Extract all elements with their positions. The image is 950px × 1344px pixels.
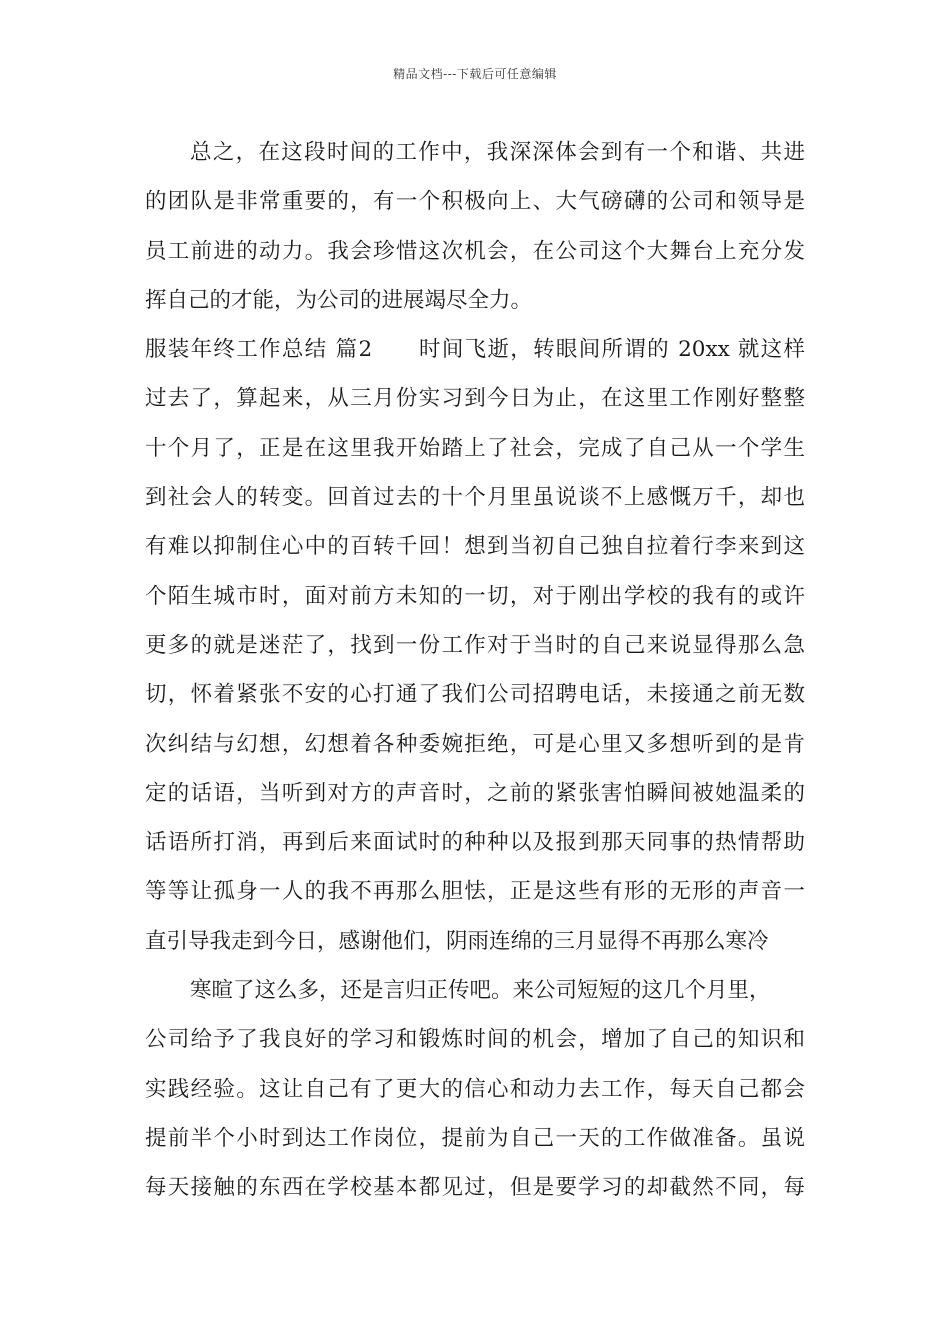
text-line: 直引导我走到今日，感谢他们，阴雨连绵的三月显得不再那么寒冷 bbox=[145, 928, 769, 954]
text-line: 总之，在这段时间的工作中，我深深体会到有一个和谐、共进 bbox=[190, 140, 805, 165]
text-line: 实践经验。这让自己有了更大的信心和动力去工作，每天自己都会 bbox=[145, 1076, 805, 1102]
text-line: 定的话语，当听到对方的声音时，之前的紧张害怕瞬间被她温柔的 bbox=[145, 780, 805, 806]
text-line: 十个月了，正是在这里我开始踏上了社会，完成了自己从一个学生 bbox=[145, 435, 805, 461]
text-line: 切，怀着紧张不安的心打通了我们公司招聘电话，未接通之前无数 bbox=[145, 682, 805, 708]
document-body bbox=[145, 128, 805, 1213]
page-header: 精品文档---下载后可任意编辑 bbox=[393, 67, 557, 81]
text-line: 员工前进的动力。我会珍惜这次机会，在公司这个大舞台上充分发 bbox=[145, 238, 805, 264]
text-line: 寒暄了这么多，还是言归正传吧。来公司短短的这几个月里， bbox=[190, 978, 771, 1004]
text-line: 的团队是非常重要的，有一个积极向上、大气磅礴的公司和领导是 bbox=[145, 189, 805, 215]
text-line: 话语所打消，再到后来面试时的种种以及报到那天同事的热情帮助 bbox=[145, 830, 805, 856]
text-line: 挥自己的才能，为公司的进展竭尽全力。 bbox=[145, 287, 533, 313]
text-line: 公司给予了我良好的学习和锻炼时间的机会，增加了自己的知识和 bbox=[145, 1027, 805, 1053]
text-line: 到社会人的转变。回首过去的十个月里虽说谈不上感慨万千，却也 bbox=[145, 485, 805, 511]
text-line: 次纠结与幻想，幻想着各种委婉拒绝，可是心里又多想听到的是肯 bbox=[145, 731, 805, 757]
text-line: 个陌生城市时，面对前方未知的一切，对于刚出学校的我有的或许 bbox=[145, 583, 805, 609]
text-line: 等等让孤身一人的我不再那么胆怯，正是这些有形的无形的声音一 bbox=[145, 879, 805, 905]
section-heading-line: 服装年终工作总结 篇2 时间飞逝，转眼间所谓的 20xx 就这样 bbox=[145, 337, 805, 363]
text-line: 每天接触的东西在学校基本都见过，但是要学习的却截然不同，每 bbox=[145, 1175, 805, 1201]
text-line: 有难以抑制住心中的百转千回！想到当初自己独自拉着行李来到这 bbox=[145, 534, 805, 560]
text-line: 过去了，算起来，从三月份实习到今日为止，在这里工作刚好整整 bbox=[145, 386, 805, 412]
text-line: 更多的就是迷茫了，找到一份工作对于当时的自己来说显得那么急 bbox=[145, 632, 805, 658]
text-line: 提前半个小时到达工作岗位，提前为自己一天的工作做准备。虽说 bbox=[145, 1125, 805, 1151]
